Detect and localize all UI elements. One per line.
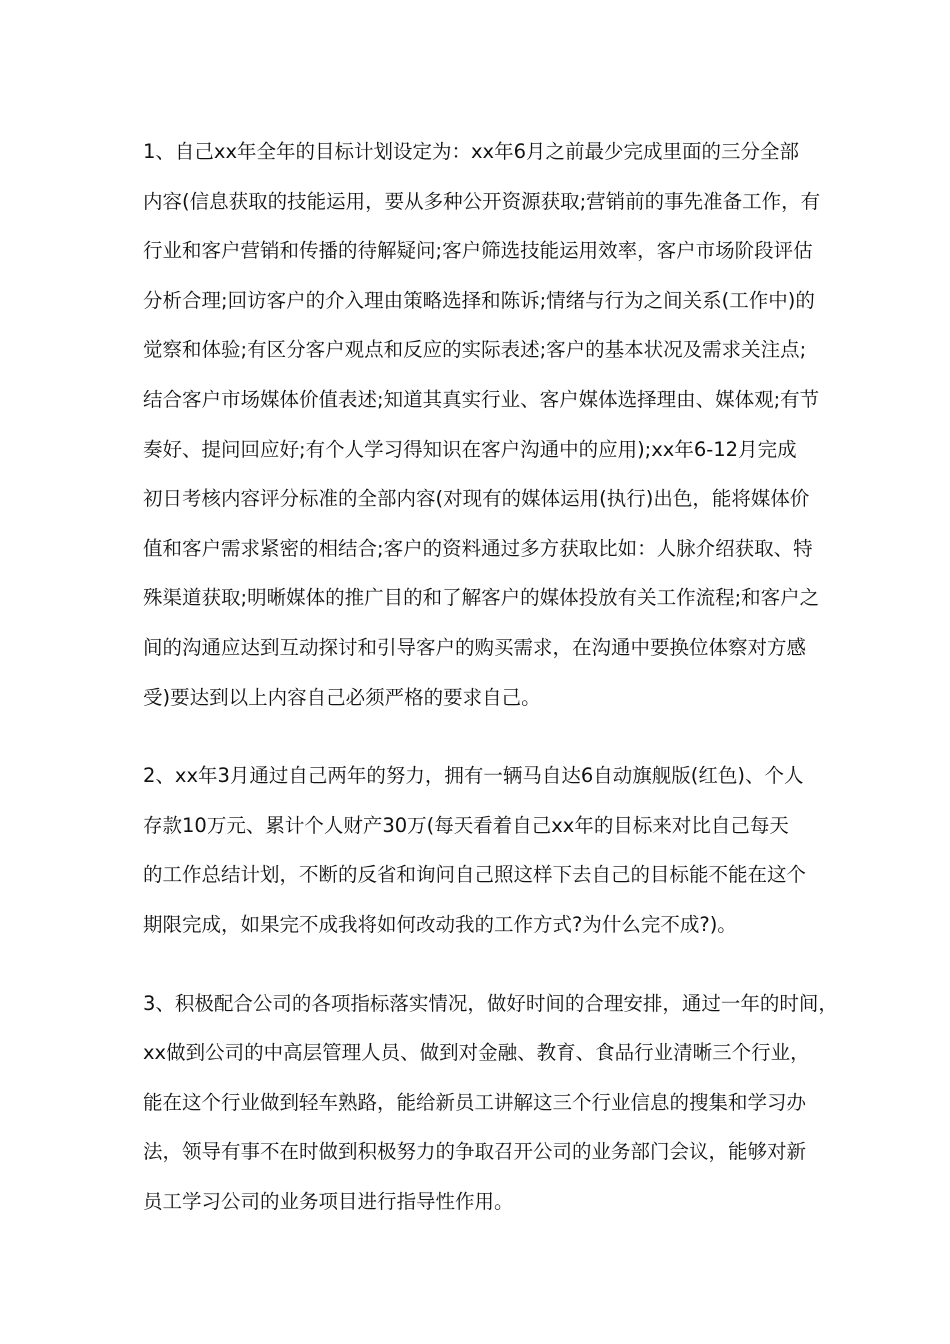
paragraph-line: xx做到公司的中高层管理人员、做到对金融、教育、食品行业清晰三个行业， [143, 1041, 810, 1065]
paragraph-line: 分析合理;回访客户的介入理由策略选择和陈诉;情绪与行为之间关系(工作中)的 [143, 288, 815, 312]
paragraph-line: 1、自己xx年全年的目标计划设定为：xx年6月之前最少完成里面的三分全部 [143, 140, 799, 163]
paragraph-2 [143, 751, 815, 949]
paragraph-line: 间的沟通应达到互动探讨和引导客户的购买需求，在沟通中要换位体察对方感 [143, 635, 807, 659]
document-body [143, 127, 838, 1255]
paragraph-line: 结合客户市场媒体价值表述;知道其真实行业、客户媒体选择理由、媒体观;有节 [143, 387, 820, 411]
paragraph-line: 存款10万元、累计个人财产30万(每天看着自己xx年的目标来对比自己每天 [143, 813, 789, 837]
paragraph-line: 殊渠道获取;明晰媒体的推广目的和了解客户的媒体投放有关工作流程;和客户之 [143, 586, 820, 610]
paragraph-3 [143, 979, 838, 1227]
paragraph-1 [143, 127, 821, 722]
paragraph-line: 行业和客户营销和传播的待解疑问;客户筛选技能运用效率，客户市场阶段评估 [143, 239, 813, 263]
paragraph-line: 内容(信息获取的技能运用，要从多种公开资源获取;营销前的事先准备工作，有 [143, 189, 821, 213]
paragraph-line: 受)要达到以上内容自己必须严格的要求自己。 [143, 685, 541, 709]
paragraph-line: 期限完成，如果完不成我将如何改动我的工作方式?为什么完不成?)。 [143, 912, 737, 936]
paragraph-line: 能在这个行业做到轻车熟路，能给新员工讲解这三个行业信息的搜集和学习办 [143, 1090, 807, 1114]
paragraph-line: 的工作总结计划，不断的反省和询问自己照这样下去自己的目标能不能在这个 [143, 863, 807, 887]
paragraph-line: 奏好、提问回应好;有个人学习得知识在客户沟通中的应用);xx年6-12月完成 [143, 437, 797, 461]
paragraph-line: 法，领导有事不在时做到积极努力的争取召开公司的业务部门会议，能够对新 [143, 1140, 807, 1164]
paragraph-line: 员工学习公司的业务项目进行指导性作用。 [143, 1189, 514, 1213]
paragraph-line: 3、积极配合公司的各项指标落实情况，做好时间的合理安排，通过一年的时间， [143, 991, 838, 1015]
paragraph-line: 觉察和体验;有区分客户观点和反应的实际表述;客户的基本状况及需求关注点; [143, 338, 807, 362]
paragraph-line: 初日考核内容评分标准的全部内容(对现有的媒体运用(执行)出色，能将媒体价 [143, 487, 810, 511]
paragraph-line: 2、xx年3月通过自己两年的努力，拥有一辆马自达6自动旗舰版(红色)、个人 [143, 764, 804, 788]
paragraph-line: 值和客户需求紧密的相结合;客户的资料通过多方获取比如：人脉介绍获取、特 [143, 536, 813, 560]
